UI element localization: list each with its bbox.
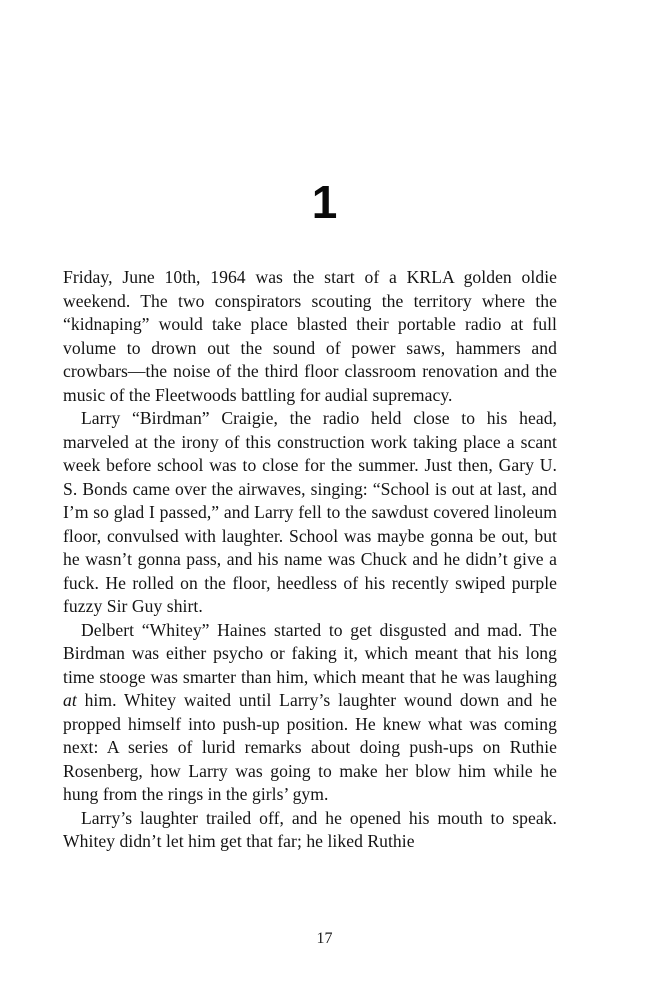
- paragraph-3-emphasis: at: [63, 690, 77, 710]
- paragraph-1: Friday, June 10th, 1964 was the start of a KRLA golden oldie weekend. The two conspirators scouting the territory where the “kidnaping” would take place blasted their portable radio at full volume to drown out the sound of power saws, hammers and crowbars—the noise of the third floor classroom renovation and the music of the Fleetwoods battling for audial supremacy.: [63, 267, 557, 405]
- chapter-number: 1: [311, 176, 338, 228]
- paragraph-4: Larry’s laughter trailed off, and he opened his mouth to speak. Whitey didn’t let him get that far; he liked Ruthie: [63, 807, 557, 851]
- paragraph-3-text-before-emphasis: Delbert “Whitey” Haines started to get disgusted and mad. The Birdman was either psycho or faking it, which meant that his long time stooge was smarter than him, which meant that he was laughing: [63, 619, 557, 687]
- paragraph-2: Larry “Birdman” Craigie, the radio held close to his head, marveled at the irony of this construction work taking place a scant week before school was to close for the summer. Just then, Gary U. S. Bonds came over the airwaves, singing: “School is out at last, and I’m so glad I passed,” and Larry fell to the sawdust covered linoleum floor, convulsed with laughter. School was maybe gonna be out, but he wasn’t gonna pass, and his name was Chuck and he didn’t give a fuck. He rolled on the floor, heedless of his recently swiped purple fuzzy Sir Guy shirt.: [63, 408, 557, 616]
- paragraph-3-text-after-emphasis: him. Whitey waited until Larry’s laughter wound down and he propped himself into push-up position. He knew what was coming next: A series of lurid remarks about doing push-ups on Ruthie Rosenberg, how Larry was going to make her blow him while he hung from the rings in the girls’ gym.: [63, 690, 557, 804]
- page-number: 17: [316, 930, 333, 947]
- paragraph-3: [63, 619, 557, 807]
- chapter-body-text: [63, 266, 557, 854]
